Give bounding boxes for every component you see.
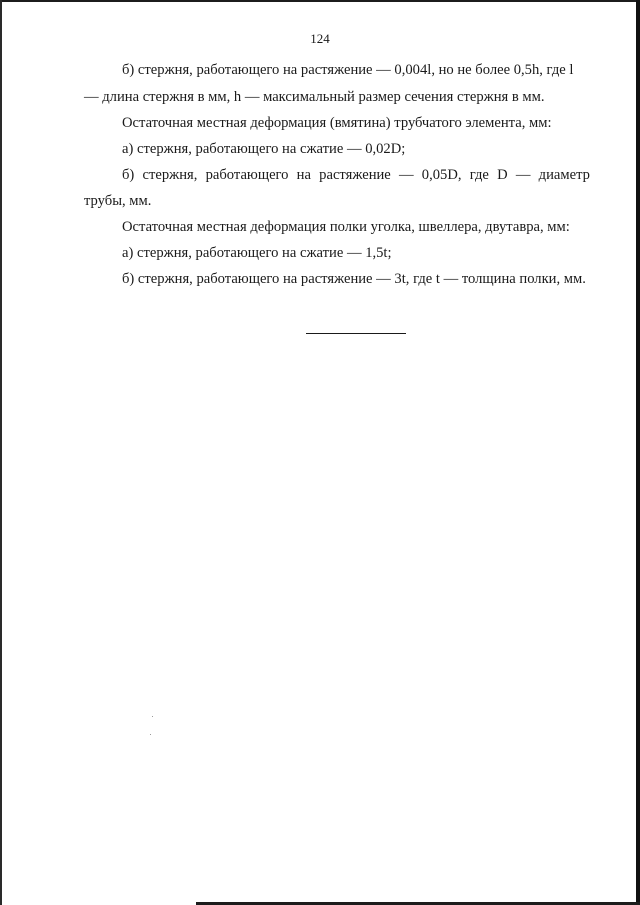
word: растяжение bbox=[319, 167, 391, 183]
scan-edge-left bbox=[0, 0, 2, 905]
word: диаметр bbox=[538, 167, 590, 183]
word: б) bbox=[122, 167, 135, 183]
paragraph-line-2: — длина стержня в мм, h — максимальный размер сечения стержня в мм. bbox=[84, 89, 545, 105]
scan-edge-top bbox=[0, 0, 640, 2]
paragraph-line-6: трубы, мм. bbox=[84, 193, 152, 209]
word: где bbox=[469, 167, 489, 183]
word: на bbox=[296, 167, 311, 183]
scan-speck bbox=[150, 734, 151, 735]
paragraph-line-5 bbox=[122, 165, 590, 185]
word: — bbox=[515, 167, 531, 183]
scan-speck bbox=[152, 716, 153, 717]
paragraph-line-1: б) стержня, работающего на растяжение — 0,004l, но не более 0,5h, где l bbox=[122, 62, 574, 78]
paragraph-line-4: а) стержня, работающего на сжатие — 0,02D; bbox=[122, 141, 406, 157]
word: D bbox=[497, 167, 508, 183]
word: работающего bbox=[205, 167, 289, 183]
paragraph-line-9: б) стержня, работающего на растяжение — 3t, где t — толщина полки, мм. bbox=[122, 271, 586, 287]
page-number: 124 bbox=[310, 31, 330, 46]
end-of-text-rule bbox=[306, 333, 406, 334]
word: стержня, bbox=[142, 167, 198, 183]
word: 0,05D, bbox=[421, 167, 462, 183]
scan-edge-right bbox=[636, 0, 640, 905]
word: — bbox=[399, 167, 414, 183]
paragraph-line-7: Остаточная местная деформация полки уголка, швеллера, двутавра, мм: bbox=[122, 219, 570, 235]
paragraph-line-8: а) стержня, работающего на сжатие — 1,5t; bbox=[122, 245, 392, 261]
paragraph-line-3: Остаточная местная деформация (вмятина) трубчатого элемента, мм: bbox=[122, 115, 552, 131]
